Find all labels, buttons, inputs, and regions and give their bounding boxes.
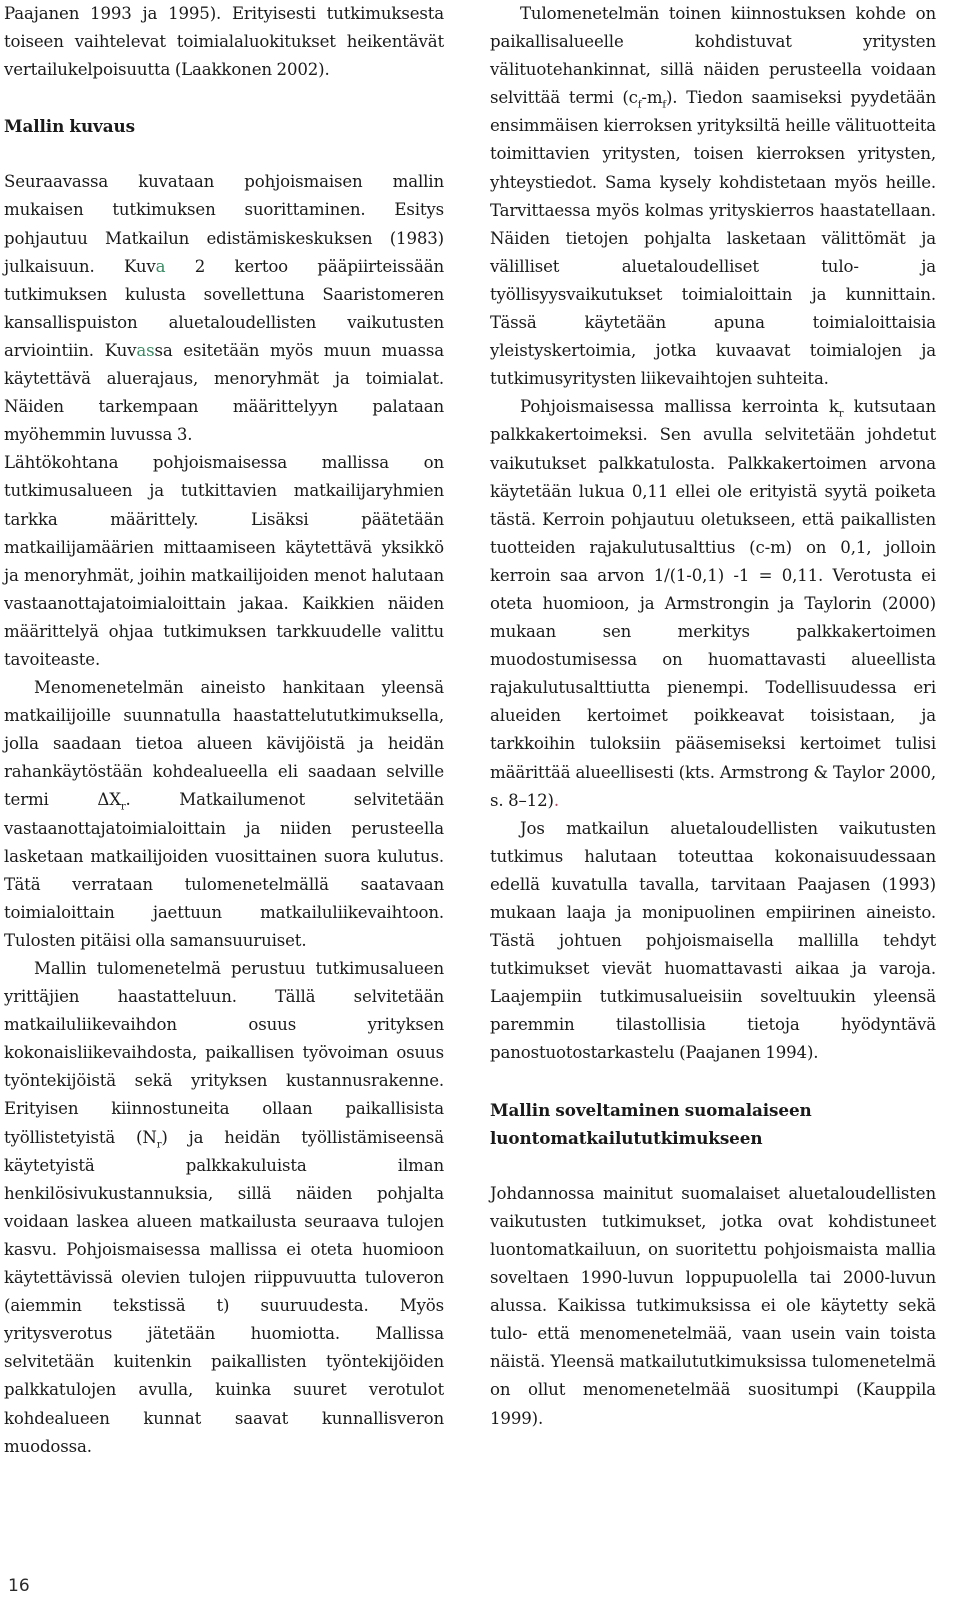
highlighted-letter: as bbox=[136, 340, 155, 360]
paragraph-income-3: Jos matkailun aluetaloudellisten vaikutusten tutkimus halutaan toteuttaa kokonaisuudessaan edellä kuvatulla tavalla, tarvitaan Paajasen (1993) mukaan laaja ja monipuolinen empiirinen aineisto. Tästä johtuen pohjoismaisella mallilla tehdyt tutkimukset vievät huomattavasti aikaa ja varoja. Laajempiin tutkimusalueisiin soveltuukin yleensä paremmin tilastollisia tietoja hyödyntävä panostuotostarkastelu (Paajanen 1994). bbox=[490, 818, 936, 1063]
heading-model-description: Mallin kuvaus bbox=[4, 116, 135, 137]
paragraph-model-2: Lähtökohtana pohjoismaisessa mallissa on tutkimusalueen ja tutkittavien matkailijaryhmien tarkka määrittely. Lisäksi päätetään matkailijamäärien mittaamiseen käytettävä yksikkö ja menoryhmät, joihin matkailijoiden menot halutaan vastaanottajatoimialoittain jakaa. Kaikkien näiden määrittelyä ohjaa tutkimuksen tarkkuudelle valittu tavoiteaste. bbox=[4, 453, 444, 669]
text-segment: ). Tiedon saamiseksi pyydetään ensimmäisen kierroksen yrityksiltä heille välituotteita toimittavien yritysten, toisen kierroksen yritysten, yhteystiedot. Sama kysely kohdistetaan myös heille. Tarvittaessa myös kolmas yrityskierros haastatellaan. Näiden tietojen pohjalta lasketaan välittömät ja välilliset aluetaloudelliset tulo- ja työllisyysvaikutukset toimialoittain ja kunnittain. Tässä käytetään apuna toimialoittaisia yleistyskertoimia, jotka kuvaavat toimialojen ja tutkimusyritysten liikevaihtojen suhteita. bbox=[490, 88, 936, 389]
delta-x-term: ΔX bbox=[97, 790, 121, 810]
right-column bbox=[490, 0, 936, 1433]
page-number: 16 bbox=[8, 1576, 30, 1596]
paragraph-intro: Paajanen 1993 ja 1995). Erityisesti tutkimuksesta toiseen vaihtelevat toimialaluokitukset heikentävät vertailukelpoisuutta (Laakkonen 2002). bbox=[4, 4, 444, 80]
subscript: f bbox=[662, 99, 666, 111]
text-segment: Kuv bbox=[104, 340, 137, 360]
paragraph-income-1 bbox=[490, 0, 936, 393]
spacer bbox=[490, 1068, 936, 1096]
text-segment: kutsutaan palkkakertoimeksi. Sen avulla selvitetään johdetut vaikutukset palkkatulosta. Palkkakertoimen arvona käytetään lukua 0,11 ellei ole erityistä syytä poiketa tästä. Kerroin pohjautuu oletukseen, että paikallisten tuotteiden rajakulutusalttius (c-m) on 0,1, jolloin kerroin saa arvon 1/(1-0,1) -1 = 0,11. Verotusta ei oteta huomioon, ja Armstrongin ja Taylorin (2000) mukaan sen merkitys palkkakertoimen muodostumisessa on huomattavasti alueellista rajakulutusalttiutta pienempi. Todellisuudessa eri alueiden kertoimet poikkeavat toisistaan, ja tarkkoihin tuloksiin pääsemiseksi kertoimet tulisi määrittää alueellisesti (kts. Armstrong & Taylor 2000, s. 8–12) bbox=[490, 397, 937, 810]
text-segment: ) ja heidän työllistämiseensä käytetyistä palkkakuluista ilman henkilösivukustannuksia, sillä näiden pohjalta voidaan laskea alueen matkailusta seuraava tulojen kasvu. Pohjoismaisessa mallissa ei oteta huomioon käytettävissä olevien tulojen riippuvuutta tuloveron (aiemmin tekstissä t) suuruudesta. Myös yritysverotus jätetään huomiotta. Mallissa selvitetään kuitenkin paikallisten työntekijöiden palkkatulojen avulla, kuinka suuret verotulot kohdealueen kunnat saavat kunnallisveron muodossa. bbox=[4, 1127, 444, 1456]
text-segment: 2 kertoo pääpiirteissään tutkimuksen kulusta sovellettuna Saaristomeren kansallispuiston aluetaloudellisten vaikutusten arviointiin. bbox=[4, 256, 444, 360]
text-segment: esitetään myös muun muassa käytettävä aluerajaus, menoryhmät ja toimialat. Näiden tarkempaan määrittelyyn palataan myöhemmin luvussa 3. bbox=[4, 340, 444, 445]
subscript: f bbox=[637, 99, 642, 111]
text-segment: Tulomenetelmän toinen kiinnostuksen kohde on paikallisalueelle kohdistuvat yritysten välituotehankinnat, sillä näiden perusteella voidaan selvittää termi (c bbox=[490, 4, 936, 108]
spacer bbox=[4, 140, 444, 168]
highlighted-period: . bbox=[553, 790, 559, 810]
highlighted-letter: a bbox=[155, 256, 166, 276]
text-segment: Seuraavassa kuvataan pohjoismaisen mallin mukaisen tutkimuksen suorittaminen. Esitys pohjautuu Matkailun edistämiskeskuksen (1983) julkaisuun. bbox=[4, 172, 444, 276]
subscript: r bbox=[156, 1138, 162, 1150]
subscript: r bbox=[120, 801, 126, 813]
text-segment: sa bbox=[154, 340, 173, 360]
paragraph-model-4 bbox=[4, 955, 444, 1461]
text-segment: Menomenetelmän aineisto hankitaan yleensä matkailijoille suunnatulla haastattelututkimuksella, jolla saadaan tietoa alueen kävijöistä ja heidän rahankäytöstään kohdealueella eli saadaan selville termi bbox=[4, 678, 444, 810]
paragraph-income-2 bbox=[490, 393, 936, 814]
text-segment: Mallin tulomenetelmä perustuu tutkimusalueen yrittäjien haastatteluun. Tällä selvitetään matkailuliikevaihdon osuus yrityksen kokonaisliikevaihdosta, paikallisen työvoiman osuus työntekijöistä sekä yrityksen kustannusrakenne. Erityisen kiinnostuneita ollaan paikallisista työllistetyistä (N bbox=[4, 959, 444, 1147]
text-segment: . Matkailumenot selvitetään vastaanottajatoimialoittain ja niiden perusteella lasketaan matkailijoiden vuosittainen suora kulutus. Tätä verrataan tulomenetelmällä saatavaan toimialoittain jaettuun matkailuliikevaihtoon. Tulosten pitäisi olla samansuuruiset. bbox=[4, 790, 444, 950]
heading-application: Mallin soveltaminen suomalaiseen luontomatkailututkimukseen bbox=[490, 1099, 812, 1148]
left-column bbox=[4, 0, 444, 1461]
spacer bbox=[490, 1152, 936, 1180]
subscript: r bbox=[838, 408, 844, 420]
text-segment: -m bbox=[641, 88, 663, 108]
text-segment: Pohjoismaisessa mallissa kerrointa k bbox=[520, 397, 839, 417]
text-segment: Kuv bbox=[123, 256, 156, 276]
spacer bbox=[4, 84, 444, 112]
paragraph-application-1: Johdannossa mainitut suomalaiset aluetaloudellisten vaikutusten tutkimukset, jotka ovat kohdistuneet luontomatkailuun, on suoritettu pohjoismaista mallia soveltaen 1990-luvun loppupuolella tai 2000-luvun alussa. Kaikissa tutkimuksissa ei ole käytetty sekä tulo- että menomenetelmää, vaan usein vain toista näistä. Yleensä matkailututkimuksissa tulomenetelmä on ollut menomenetelmää suositumpi (Kauppila 1999). bbox=[490, 1183, 936, 1428]
paragraph-model-3 bbox=[4, 674, 444, 955]
paragraph-model-1 bbox=[4, 168, 444, 449]
